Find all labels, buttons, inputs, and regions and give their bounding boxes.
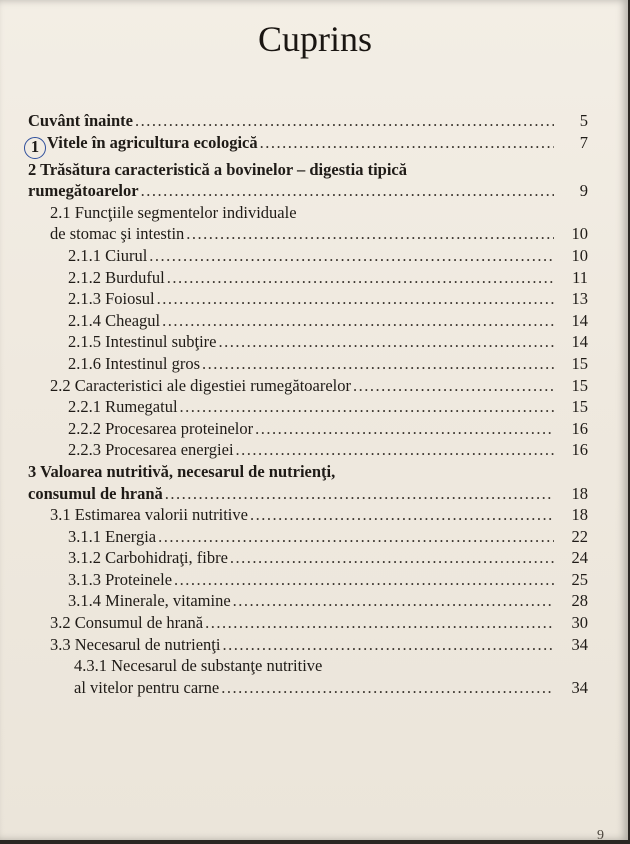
dot-leader: [221, 677, 554, 699]
toc-entry-text: 3.1 Estimarea valorii nutritive: [50, 505, 248, 525]
toc-entry-text: 2.2 Caracteristici ale digestiei rumegătoarelor: [50, 375, 351, 395]
toc-entry-3-1-1: [28, 526, 588, 548]
toc-entry-text: 3 Valoarea nutritivă, necesarul de nutrienţi,: [28, 461, 336, 481]
toc-page-number: 15: [571, 397, 588, 417]
toc-page-number: 11: [572, 267, 588, 287]
toc-entry-text: consumul de hrană: [28, 483, 163, 503]
toc-page-number: 13: [571, 289, 588, 309]
toc-entry-2-2-3: [28, 439, 588, 461]
toc-page-number: 14: [571, 332, 588, 352]
toc-page-number: 16: [571, 418, 588, 438]
toc-entry-chapter-2: [28, 159, 588, 181]
toc-entry-chapter-1: [28, 132, 588, 159]
toc-page-number: 5: [579, 111, 588, 130]
toc-entry-text: 3.3 Necesarul de nutrienţi: [50, 634, 221, 654]
toc-page-number: 9: [579, 181, 588, 201]
toc-page-number: 18: [571, 483, 588, 503]
toc-page-number: 30: [571, 613, 588, 633]
dot-leader: [218, 331, 554, 353]
toc-entry-2-2-2: [28, 418, 588, 440]
toc-entry-3-1-2: [28, 547, 588, 569]
dot-leader: [167, 267, 554, 289]
toc-entry-text: 2.1.3 Foiosul: [68, 289, 155, 309]
toc-entry-text: 4.3.1 Necesarul de substanţe nutritive: [74, 656, 323, 676]
dot-leader: [230, 547, 554, 569]
toc-page-number: 10: [571, 245, 588, 265]
dot-leader: [174, 569, 554, 591]
toc-page-number: 10: [571, 224, 588, 244]
dot-leader: [205, 612, 554, 634]
toc-entry-2-1-6: [28, 353, 588, 375]
toc-entry-4-3-1-cont: [28, 677, 588, 699]
toc-entry-3-1-4: [28, 590, 588, 612]
toc-entry-2-1-cont: [28, 223, 588, 245]
toc-entry-text: 3.1.1 Energia: [68, 526, 157, 546]
toc-entry-text: 2.1.1 Ciurul: [68, 245, 148, 265]
toc-page-number: 18: [571, 505, 588, 525]
toc-page-number: 16: [571, 440, 588, 460]
dot-leader: [236, 439, 554, 461]
toc-page-number: 28: [571, 591, 588, 611]
toc-page-number: 34: [571, 634, 588, 654]
toc-entry-text: de stomac şi intestin: [50, 224, 185, 244]
toc-entry-2-1: [28, 202, 588, 224]
dot-leader: [255, 418, 554, 440]
dot-leader: [186, 223, 554, 245]
dot-leader: [162, 310, 554, 332]
toc-entry-text: 2.1 Funcţiile segmentelor individuale: [50, 202, 297, 222]
dot-leader: [222, 634, 554, 656]
toc-entry-text: 2.2.2 Procesarea proteinelor: [68, 418, 254, 438]
dot-leader: [158, 526, 554, 548]
toc-entry-text: rumegătoarelor: [28, 181, 139, 201]
page-corner-number: 9: [597, 828, 604, 843]
toc-page-number: 14: [571, 310, 588, 330]
toc-entry-chapter-3-cont: [28, 483, 588, 505]
dot-leader: [353, 375, 554, 397]
dot-leader: [180, 396, 554, 418]
toc-page-number: 15: [571, 353, 588, 373]
toc-entry-2-2: [28, 375, 588, 397]
toc-page-number: 15: [571, 375, 588, 395]
toc-entry-text: Vitele în agricultura ecologică: [47, 132, 258, 152]
toc-entry-text: 2.2.3 Procesarea energiei: [68, 440, 234, 460]
toc-entry-3-2: [28, 612, 588, 634]
toc-entry-3-3: [28, 634, 588, 656]
toc-entry-3-1: [28, 504, 588, 526]
toc-entry-2-1-5: [28, 331, 588, 353]
dot-leader: [202, 353, 554, 375]
dot-leader: [233, 590, 554, 612]
toc-entry-text: 2.2.1 Rumegatul: [68, 397, 178, 417]
toc-page-number: 24: [571, 548, 588, 568]
toc-entry-text: 2.1.2 Burduful: [68, 267, 165, 287]
toc-entry-text: 3.2 Consumul de hrană: [50, 613, 204, 633]
toc-entry-2-2-1: [28, 396, 588, 418]
toc-entry-text: 3.1.4 Minerale, vitamine: [68, 591, 231, 611]
toc-entry-foreword: [28, 110, 588, 132]
toc-entry-text: 2.1.6 Intestinul gros: [68, 353, 200, 373]
toc-page-number: 7: [579, 132, 588, 152]
dot-leader: [165, 483, 554, 505]
toc-entry-2-1-2: [28, 267, 588, 289]
toc-entry-3-1-3: [28, 569, 588, 591]
toc-entry-2-1-3: [28, 288, 588, 310]
toc-entry-4-3-1: [28, 655, 588, 677]
toc-entry-text: 2.1.4 Cheagul: [68, 310, 161, 330]
toc-entry-text: al vitelor pentru carne: [74, 677, 220, 697]
page-title: Cuprins: [257, 19, 372, 59]
toc-entry-2-1-4: [28, 310, 588, 332]
toc-page-number: 25: [571, 569, 588, 589]
dot-leader: [250, 504, 554, 526]
toc-entry-text: Cuvânt înainte: [28, 111, 133, 130]
toc-entry-text: 3.1.2 Carbohidraţi, fibre: [68, 548, 228, 568]
dot-leader: [157, 288, 554, 310]
dot-leader: [141, 180, 554, 202]
toc-entry-chapter-3: [28, 461, 588, 483]
dot-leader: [260, 132, 554, 154]
toc-entry-2-1-1: [28, 245, 588, 267]
pen-circle-mark: 1: [24, 137, 46, 159]
toc-entry-text: 3.1.3 Proteinele: [68, 569, 173, 589]
table-of-contents: [28, 110, 588, 698]
dot-leader: [149, 245, 554, 267]
toc-entry-text: 2.1.5 Intestinul subţire: [68, 332, 217, 352]
toc-entry-text: 2 Trăsătura caracteristică a bovinelor – digestia tipică: [28, 159, 407, 179]
toc-page-number: 34: [571, 677, 588, 697]
dot-leader: [135, 110, 554, 132]
toc-page-number: 22: [571, 526, 588, 546]
toc-entry-chapter-2-cont: [28, 180, 588, 202]
